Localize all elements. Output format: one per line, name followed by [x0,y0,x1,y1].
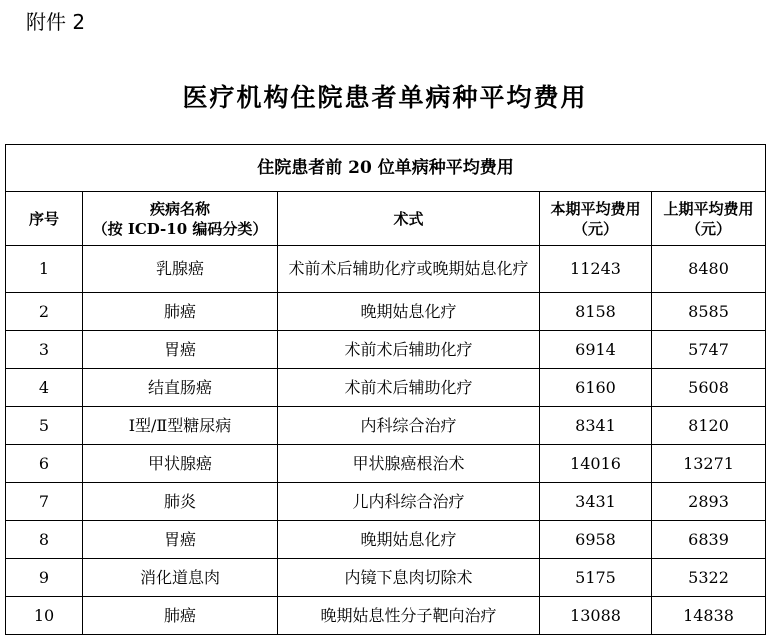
cell-disease: 乳腺癌 [83,246,278,293]
cell-procedure: 术前术后辅助化疗 [278,331,540,369]
table-row [6,521,766,559]
cell-procedure: 晚期姑息性分子靶向治疗 [278,597,540,635]
cell-disease: 结直肠癌 [83,369,278,407]
cell-procedure: 术前术后辅助化疗或晚期姑息化疗 [278,246,540,293]
cell-disease: 消化道息肉 [83,559,278,597]
cell-current-cost: 5175 [540,559,652,597]
cell-disease: 肺癌 [83,597,278,635]
header-previous-line1: 上期平均费用 [663,199,754,218]
header-no: 序号 [6,192,83,246]
header-disease-line2: （按 ICD-10 编码分类） [92,219,268,238]
cell-no: 8 [6,521,83,559]
cell-current-cost: 14016 [540,445,652,483]
header-current-line1: 本期平均费用 [550,199,641,218]
table-row [6,597,766,635]
cell-previous-cost: 8120 [652,407,766,445]
cell-current-cost: 3431 [540,483,652,521]
table-row [6,293,766,331]
cell-disease: Ⅰ型/Ⅱ型糖尿病 [83,407,278,445]
cell-no: 7 [6,483,83,521]
cell-previous-cost: 8480 [652,246,766,293]
table-row [6,407,766,445]
cell-disease: 肺炎 [83,483,278,521]
cell-disease: 胃癌 [83,521,278,559]
cell-current-cost: 6914 [540,331,652,369]
cell-current-cost: 8158 [540,293,652,331]
cost-table [5,144,766,635]
cell-no: 3 [6,331,83,369]
cell-no: 4 [6,369,83,407]
cell-previous-cost: 13271 [652,445,766,483]
cell-previous-cost: 5608 [652,369,766,407]
cell-current-cost: 8341 [540,407,652,445]
table-caption: 住院患者前 20 位单病种平均费用 [6,145,766,192]
header-current [540,192,652,246]
header-disease-line1: 疾病名称 [149,199,210,218]
cell-no: 9 [6,559,83,597]
cell-current-cost: 6958 [540,521,652,559]
cell-previous-cost: 8585 [652,293,766,331]
cell-procedure: 甲状腺癌根治术 [278,445,540,483]
cell-disease: 胃癌 [83,331,278,369]
table-row [6,369,766,407]
cell-no: 1 [6,246,83,293]
cell-no: 10 [6,597,83,635]
cell-disease: 甲状腺癌 [83,445,278,483]
header-disease [83,192,278,246]
header-previous-line2: （元） [686,219,732,238]
attachment-label: 附件 2 [26,10,86,34]
cell-previous-cost: 14838 [652,597,766,635]
cell-procedure: 儿内科综合治疗 [278,483,540,521]
cell-previous-cost: 5747 [652,331,766,369]
cell-current-cost: 11243 [540,246,652,293]
header-current-line2: （元） [572,219,618,238]
header-previous [652,192,766,246]
header-procedure: 术式 [278,192,540,246]
cell-no: 6 [6,445,83,483]
cell-current-cost: 13088 [540,597,652,635]
table-row [6,559,766,597]
document-title: 医疗机构住院患者单病种平均费用 [182,83,588,112]
cell-procedure: 内科综合治疗 [278,407,540,445]
cell-no: 5 [6,407,83,445]
cell-procedure: 晚期姑息化疗 [278,293,540,331]
cell-previous-cost: 5322 [652,559,766,597]
table-header-row [6,192,766,246]
table-row [6,246,766,293]
cell-procedure: 术前术后辅助化疗 [278,369,540,407]
cell-previous-cost: 6839 [652,521,766,559]
table-row [6,483,766,521]
cell-procedure: 内镜下息肉切除术 [278,559,540,597]
table-row [6,445,766,483]
cell-procedure: 晚期姑息化疗 [278,521,540,559]
table-row [6,331,766,369]
cell-previous-cost: 2893 [652,483,766,521]
cell-disease: 肺癌 [83,293,278,331]
cell-current-cost: 6160 [540,369,652,407]
cell-no: 2 [6,293,83,331]
